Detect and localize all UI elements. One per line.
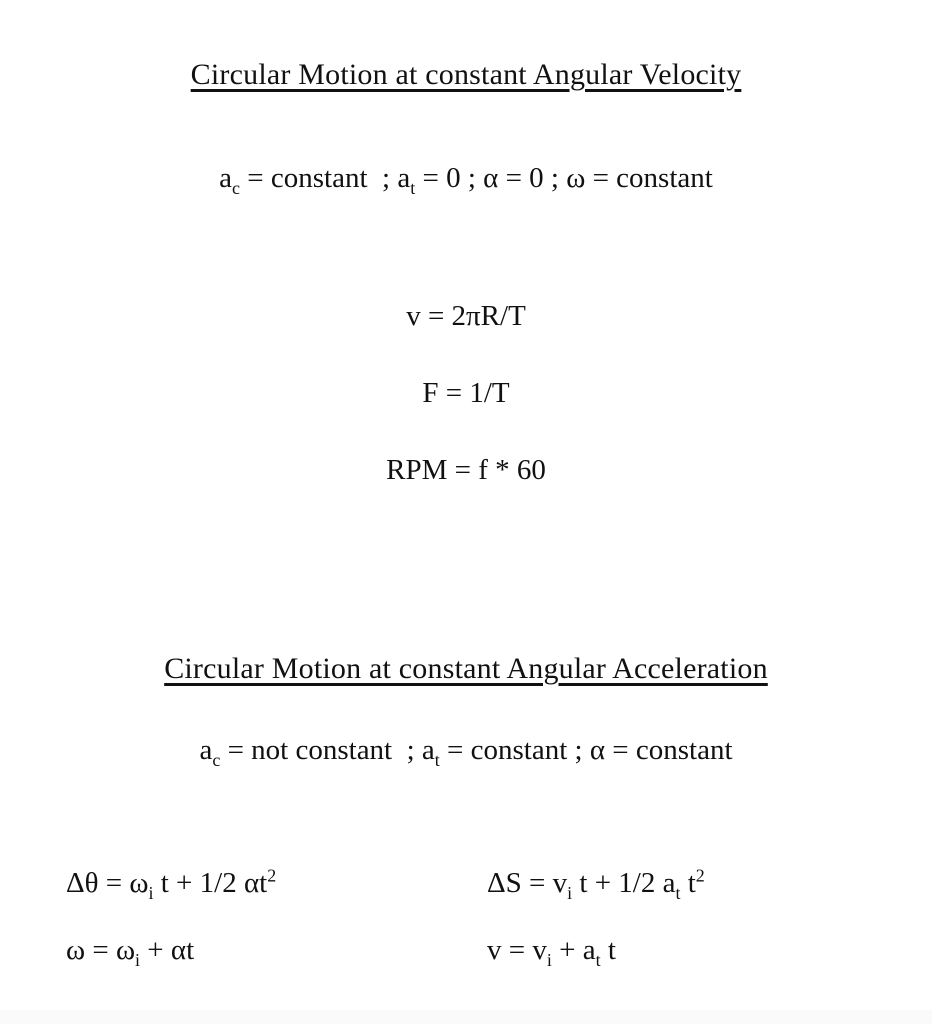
formula-angular-displacement: $\Delta\theta = \omega_i$ t + 1/2 $\alpha t^2$ (66, 865, 277, 903)
formula-linear-velocity: v = 2πR/T (406, 300, 526, 332)
kinematics-formula-grid (0, 865, 932, 970)
section-acceleration-title: Circular Motion at constant Angular Acceleration (164, 652, 768, 685)
formula-linear-displacement: $\Delta S = v_i$ t + 1/2 $a_t$ $t^2$ (487, 865, 705, 903)
acceleration-conditions-line: $a_c$ = not constant ; $a_t$ = constant ; α = constant (199, 734, 733, 770)
velocity-conditions-line: $a_c$ = constant ; $a_t = 0$ ; α = 0 ; ω = constant (219, 162, 713, 198)
formula-frequency: F = 1/T (422, 377, 510, 409)
section-velocity-title: Circular Motion at constant Angular Velocity (190, 58, 742, 91)
linear-formula-column (466, 865, 932, 970)
footer-strip (0, 1010, 932, 1024)
formula-angular-velocity: $\omega = \omega_i + \alpha t$ (66, 934, 195, 970)
angular-formula-column (0, 865, 466, 970)
formula-linear-velocity-kinematic: $v = v_i + a_t$ t (487, 934, 616, 970)
formula-rpm: RPM = f * 60 (386, 454, 546, 486)
